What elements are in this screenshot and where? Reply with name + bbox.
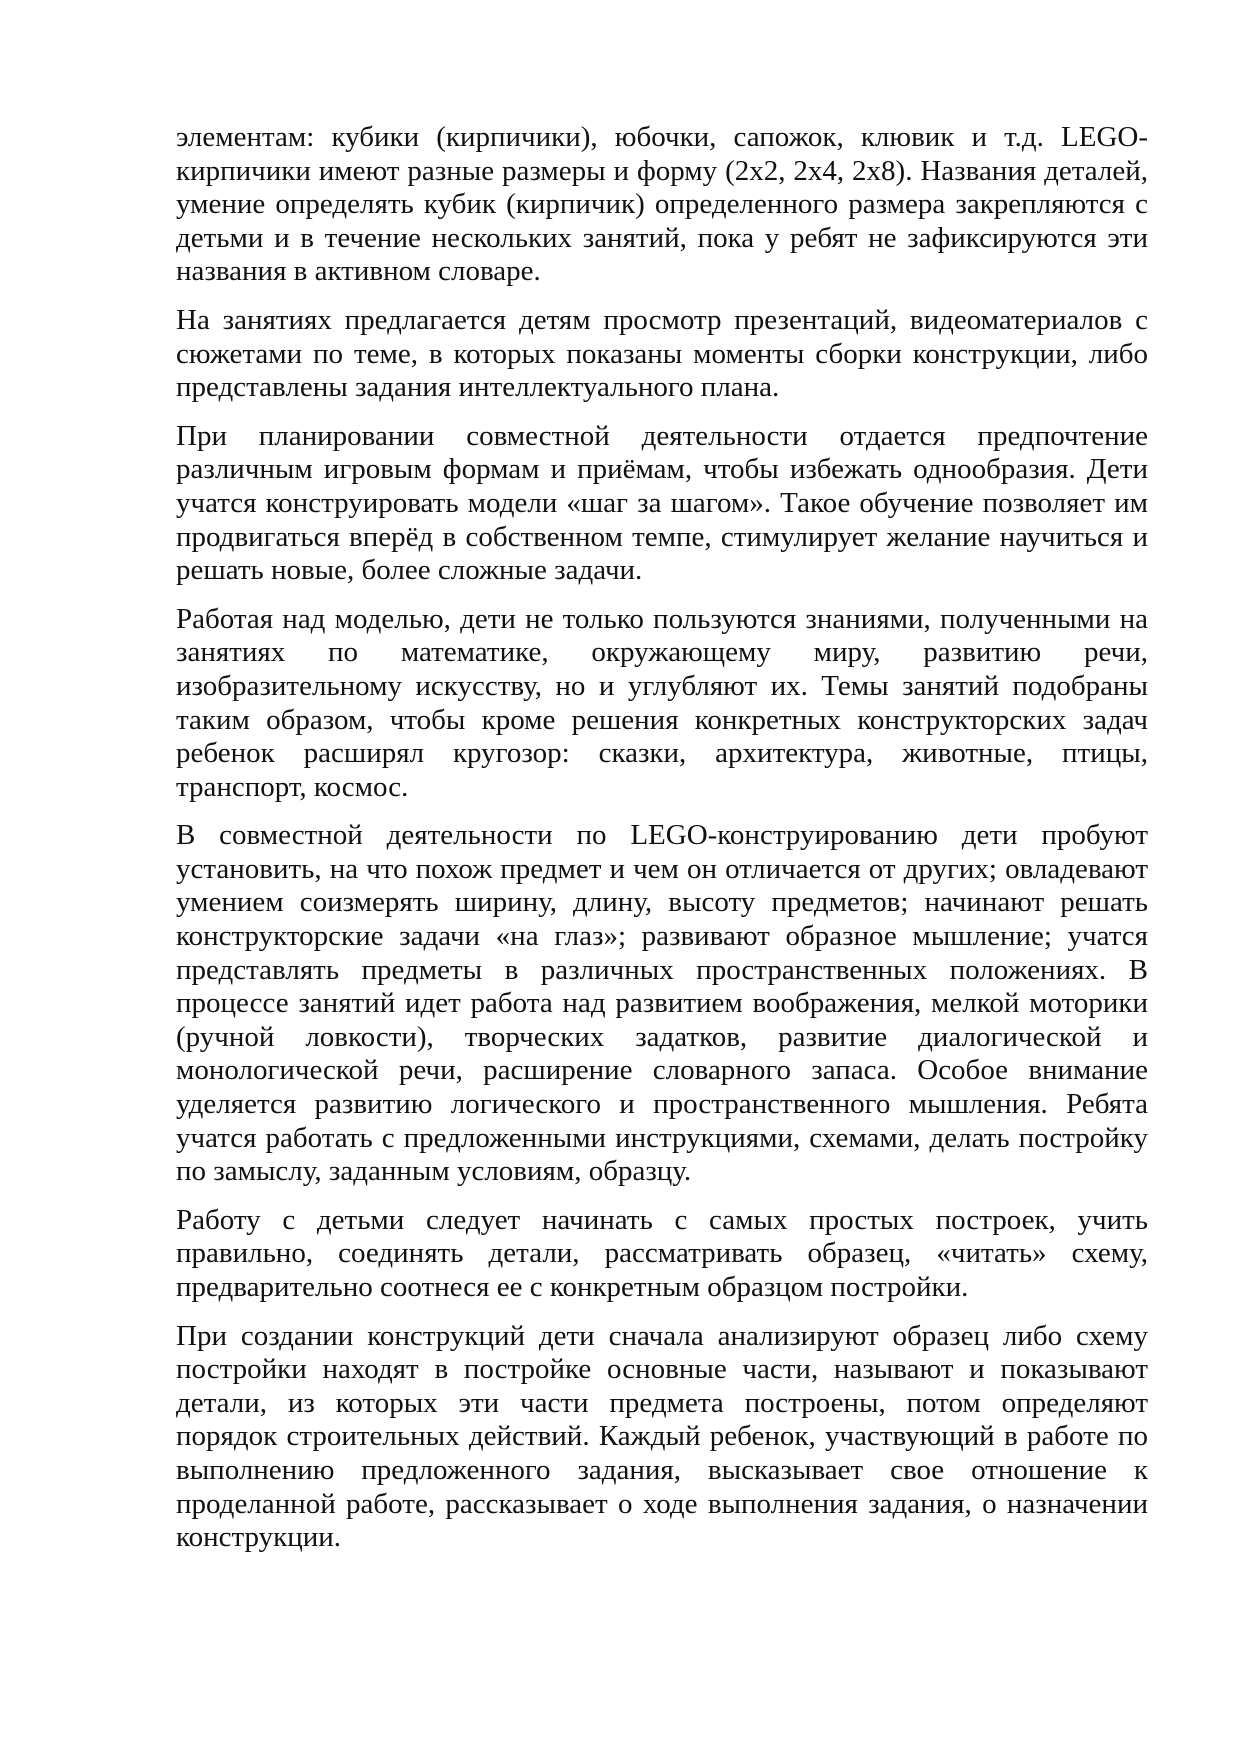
paragraph [176,304,1148,405]
text-line: названия в активном словаре. [176,255,541,288]
text-line: В совместной деятельности по LEGO-конструированию дети пробуют [176,819,1148,852]
text-line: детьми и в течение нескольких занятий, пока у ребят не зафиксируются эти [176,221,1148,254]
text-line: детали, из которых эти части предмета построены, потом определяют [176,1386,1148,1419]
text-line: Работая над моделью, дети не только пользуются знаниями, полученными на [176,602,1148,635]
paragraph [176,603,1148,805]
text-line: конструкторские задачи «на глаз»; развивают образное мышление; учатся [176,920,1148,953]
text-line: ребенок расширял кругозор: сказки, архитектура, животные, птицы, [176,737,1148,770]
text-line: предварительно соотнеся ее с конкретным образцом постройки. [176,1271,969,1303]
text-line: изобразительному искусству, но и углубляют их. Темы занятий подобраны [176,669,1148,702]
text-line: порядок строительных действий. Каждый ребенок, участвующий в работе по [176,1420,1148,1453]
paragraph [176,420,1148,588]
text-line: Работу с детьми следует начинать с самых простых построек, учить [176,1203,1148,1236]
text-line: занятиях по математике, окружающему миру, развитию речи, [176,636,1148,669]
text-line: постройки находят в постройке основные части, называют и показывают [176,1353,1148,1386]
text-line: представлять предметы в различных пространственных положениях. В [176,953,1148,986]
text-line: (ручной ловкости), творческих задатков, развитие диалогической и [176,1020,1148,1053]
text-line: умение определять кубик (кирпичик) определенного размера закрепляются с [176,188,1148,221]
text-line: учатся работать с предложенными инструкциями, схемами, делать постройку [176,1121,1148,1154]
paragraph [176,1320,1148,1555]
text-line: представлены задания интеллектуального плана. [176,371,780,404]
text-line: проделанной работе, рассказывает о ходе выполнения задания, о назначении [176,1487,1148,1520]
text-line: сюжетами по теме, в которых показаны моменты сборки конструкции, либо [176,337,1148,370]
text-line: таким образом, чтобы кроме решения конкретных конструкторских задач [176,703,1148,736]
text-line: При планировании совместной деятельности отдается предпочтение [176,419,1148,452]
text-line: продвигаться вперёд в собственном темпе, стимулирует желание научиться и [176,520,1148,553]
text-line: При создании конструкций дети сначала анализируют образец либо схему [176,1319,1148,1352]
text-line: учатся конструировать модели «шаг за шагом». Такое обучение позволяет им [176,486,1148,519]
paragraph [176,1204,1148,1305]
text-line: установить, на что похож предмет и чем он отличается от других; овладевают [176,852,1148,885]
text-line: уделяется развитию логического и пространственного мышления. Ребята [176,1088,1148,1121]
text-line: выполнению предложенного задания, высказывает свое отношение к [176,1453,1148,1486]
text-line: по замыслу, заданным условиям, образцу. [176,1155,692,1188]
text-line: монологической речи, расширение словарного запаса. Особое внимание [176,1054,1148,1087]
text-line: умением соизмерять ширину, длину, высоту предметов; начинают решать [176,886,1148,919]
text-line: конструкции. [176,1521,342,1554]
document-page [176,121,1148,1570]
paragraph [176,819,1148,1189]
text-line: решать новые, более сложные задачи. [176,554,643,587]
text-line: различным игровым формам и приёмам, чтобы избежать однообразия. Дети [176,453,1148,486]
text-line: правильно, соединять детали, рассматривать образец, «читать» схему, [176,1237,1148,1270]
text-line: На занятиях предлагается детям просмотр презентаций, видеоматериалов с [176,303,1148,336]
text-line: элементам: кубики (кирпичики), юбочки, сапожок, клювик и т.д. LEGO- [176,121,1148,153]
text-line: транспорт, космос. [176,770,409,803]
paragraph [176,121,1148,289]
text-line: процессе занятий идет работа над развитием воображения, мелкой моторики [176,987,1148,1020]
text-line: кирпичики имеют разные размеры и форму (2х2, 2х4, 2х8). Названия деталей, [176,154,1148,187]
